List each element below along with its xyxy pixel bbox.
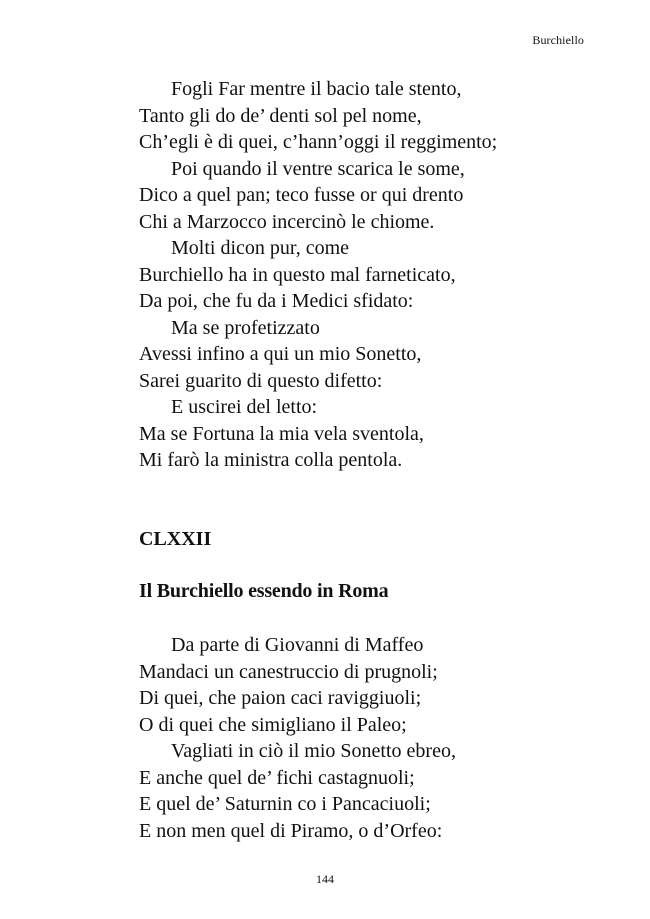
- verse-line: E quel de’ Saturnin co i Pancaciuoli;: [139, 793, 431, 815]
- verse-line: Molti dicon pur, come: [171, 237, 350, 259]
- verse-line: Sarei guarito di questo difetto:: [139, 369, 383, 392]
- verse-line: Avessi infino a qui un mio Sonetto,: [139, 343, 422, 365]
- verse-line: Tanto gli do de’ denti sol pel nome,: [139, 104, 422, 127]
- verse-line: Poi quando il ventre scarica le some,: [171, 157, 465, 180]
- verse-line: Vagliati in ciò il mio Sonetto ebreo,: [171, 740, 456, 762]
- verse-line: Burchiello ha in questo mal farneticato,: [139, 263, 456, 286]
- verse-line: Fogli Far mentre il bacio tale stento,: [171, 78, 462, 100]
- verse-line: E uscirei del letto:: [171, 396, 318, 418]
- verse-line: Ch’egli è di quei, c’hann’oggi il reggimento;: [139, 131, 498, 153]
- poem-title: Il Burchiello essendo in Roma: [139, 580, 389, 602]
- new-poem-lines: [139, 632, 579, 844]
- verse-line: Mandaci un canestruccio di prugnoli;: [139, 660, 438, 683]
- verse-line: Mi farò la ministra colla pentola.: [139, 449, 403, 471]
- verse-line: Di quei, che paion caci raviggiuoli;: [139, 687, 422, 709]
- poem-number: CLXXII: [139, 528, 212, 550]
- verse-line: Da poi, che fu da i Medici sfidato:: [139, 290, 414, 312]
- running-head: Burchiello: [532, 33, 584, 47]
- page-number: 144: [316, 872, 334, 886]
- verse-line: Da parte di Giovanni di Maffeo: [171, 634, 424, 656]
- verse-line: E non men quel di Piramo, o d’Orfeo:: [139, 819, 443, 842]
- verse-line: Dico a quel pan; teco fusse or qui drento: [139, 184, 464, 206]
- verse-line: E anche quel de’ fichi castagnuoli;: [139, 766, 415, 789]
- continued-poem-lines: [139, 76, 579, 474]
- verse-line: Chi a Marzocco incercinò le chiome.: [139, 210, 435, 233]
- verse-line: O di quei che simigliano il Paleo;: [139, 713, 407, 736]
- verse-line: Ma se Fortuna la mia vela sventola,: [139, 422, 424, 445]
- verse-line: Ma se profetizzato: [171, 316, 320, 339]
